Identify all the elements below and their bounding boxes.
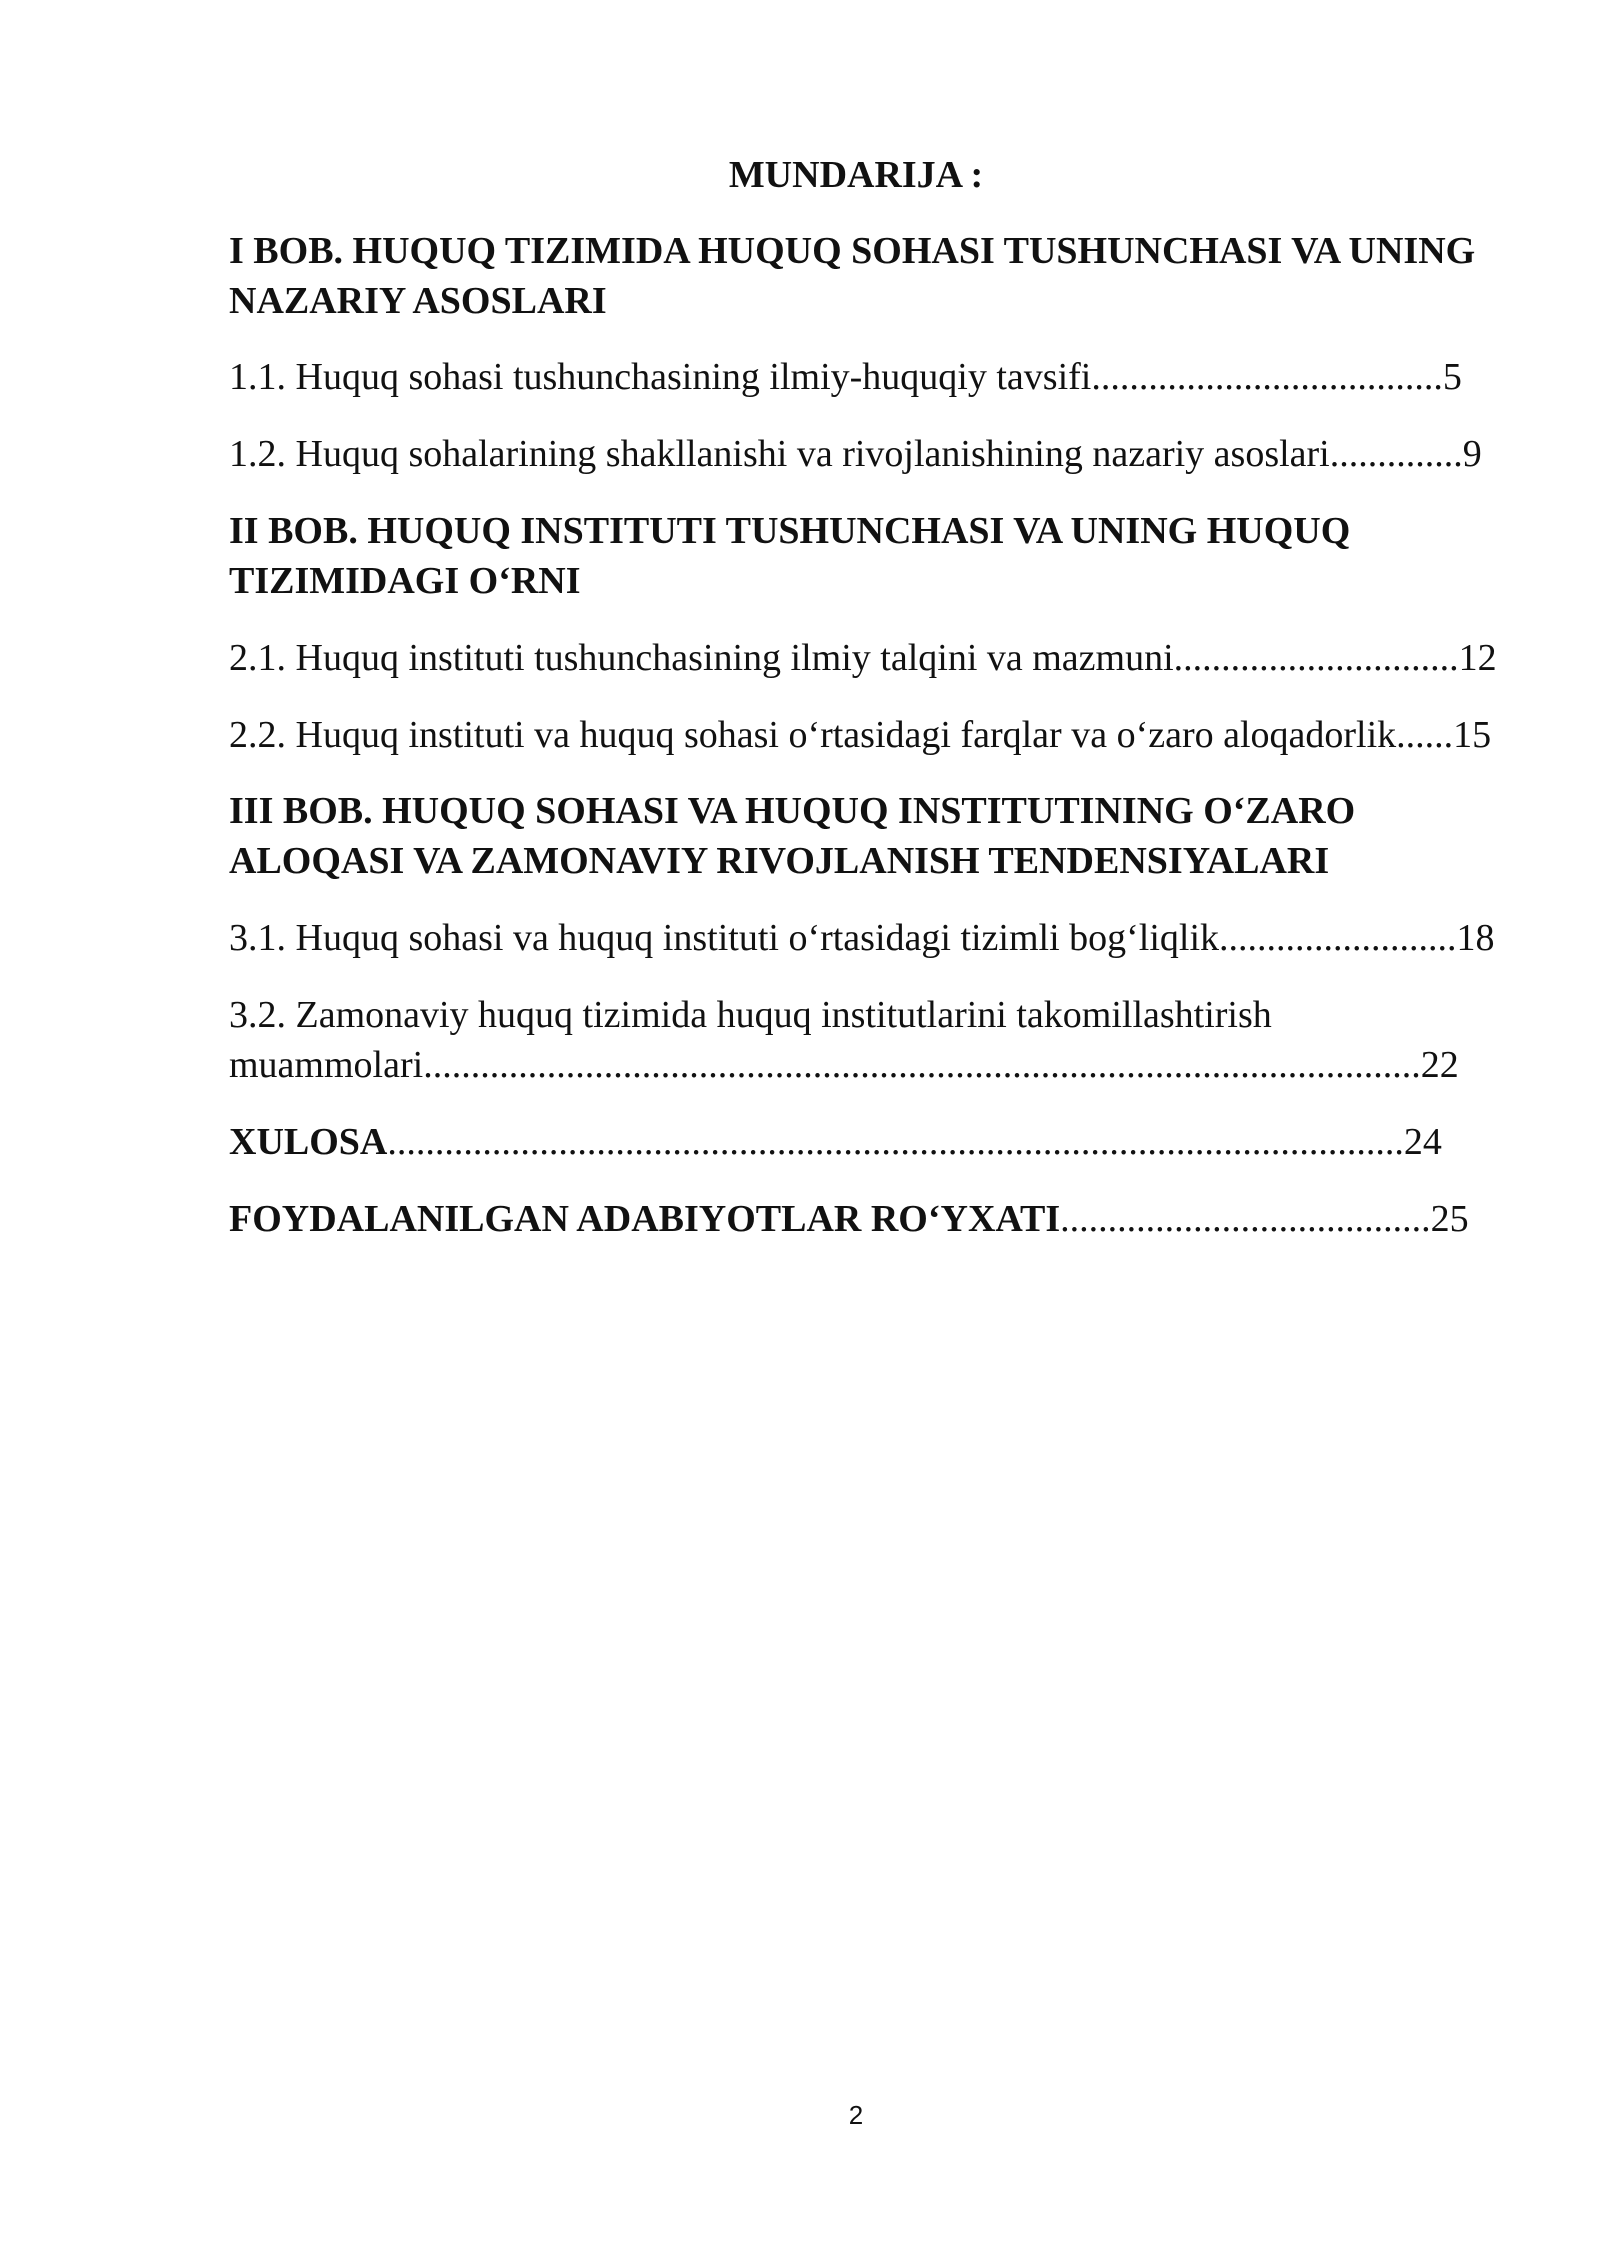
entry-label: 1.2. Huquq sohalarining shakllanishi va rivojlanishining nazariy asoslari xyxy=(229,433,1330,475)
toc-entry-conclusion[interactable] xyxy=(229,1117,1442,1167)
entry-page-number: 15 xyxy=(1453,714,1492,756)
leader-dots: ..................................... xyxy=(1091,356,1443,398)
chapter-2-line-2: TIZIMIDAGI O‘RNI xyxy=(229,560,581,602)
chapter-3-line-2: ALOQASI VA ZAMONAVIY RIVOJLANISH TENDENSIYALARI xyxy=(229,840,1330,882)
toc-chapter-2[interactable] xyxy=(229,506,1489,606)
entry-page-number: 25 xyxy=(1430,1198,1469,1240)
entry-label-line-1: 3.2. Zamonaviy huquq tizimida huquq institutlarini takomillashtirish xyxy=(229,994,1272,1036)
chapter-2-line-1: II BOB. HUQUQ INSTITUTI TUSHUNCHASI VA UNING HUQUQ xyxy=(229,510,1351,552)
toc-chapter-1[interactable] xyxy=(229,226,1489,326)
page-number: 2 xyxy=(848,2100,864,2130)
chapter-1-line-1: I BOB. HUQUQ TIZIMIDA HUQUQ SOHASI TUSHUNCHASI VA UNING xyxy=(229,230,1476,272)
entry-page-number: 18 xyxy=(1456,917,1495,959)
entry-label: 2.1. Huquq instituti tushunchasining ilmiy talqini va mazmuni xyxy=(229,637,1174,679)
entry-page-number: 12 xyxy=(1458,637,1497,679)
toc-entry-2-1[interactable] xyxy=(229,633,1497,683)
leader-dots: ....................................... xyxy=(1060,1198,1431,1240)
entry-page-number: 22 xyxy=(1420,1044,1459,1086)
leader-dots: .............. xyxy=(1329,433,1463,475)
entry-page-number: 9 xyxy=(1462,433,1482,475)
toc-entry-1-1[interactable] xyxy=(229,352,1462,402)
toc-entry-3-2[interactable] xyxy=(229,990,1459,1090)
entry-page-number: 24 xyxy=(1403,1121,1442,1163)
leader-dots: ......................................................................................................... xyxy=(423,1044,1421,1086)
entry-label: XULOSA xyxy=(229,1121,388,1163)
chapter-1-line-2: NAZARIY ASOSLARI xyxy=(229,280,607,322)
leader-dots: ........................................................................................................... xyxy=(387,1121,1404,1163)
entry-label: 2.2. Huquq instituti va huquq sohasi o‘rtasidagi farqlar va o‘zaro aloqadorlik xyxy=(229,714,1397,756)
entry-label: 1.1. Huquq sohasi tushunchasining ilmiy-huquqiy tavsifi xyxy=(229,356,1092,398)
entry-label: muammolari xyxy=(229,1044,424,1086)
entry-label: FOYDALANILGAN ADABIYOTLAR RO‘YXATI xyxy=(229,1198,1061,1240)
leader-dots: ...... xyxy=(1396,714,1454,756)
entry-label-line-2 xyxy=(229,1040,1459,1090)
leader-dots: .............................. xyxy=(1173,637,1459,679)
toc-title: MUNDARIJA : xyxy=(728,154,984,196)
toc-entry-2-2[interactable] xyxy=(229,710,1491,760)
toc-entry-3-1[interactable] xyxy=(229,913,1495,963)
toc-entry-references[interactable] xyxy=(229,1194,1469,1244)
entry-label: 3.1. Huquq sohasi va huquq instituti o‘rtasidagi tizimli bog‘liqlik xyxy=(229,917,1220,959)
toc-chapter-3[interactable] xyxy=(229,786,1489,886)
entry-page-number: 5 xyxy=(1442,356,1462,398)
leader-dots: ......................... xyxy=(1219,917,1457,959)
toc-entry-1-2[interactable] xyxy=(229,429,1482,479)
chapter-3-line-1: III BOB. HUQUQ SOHASI VA HUQUQ INSTITUTINING O‘ZARO xyxy=(229,790,1356,832)
